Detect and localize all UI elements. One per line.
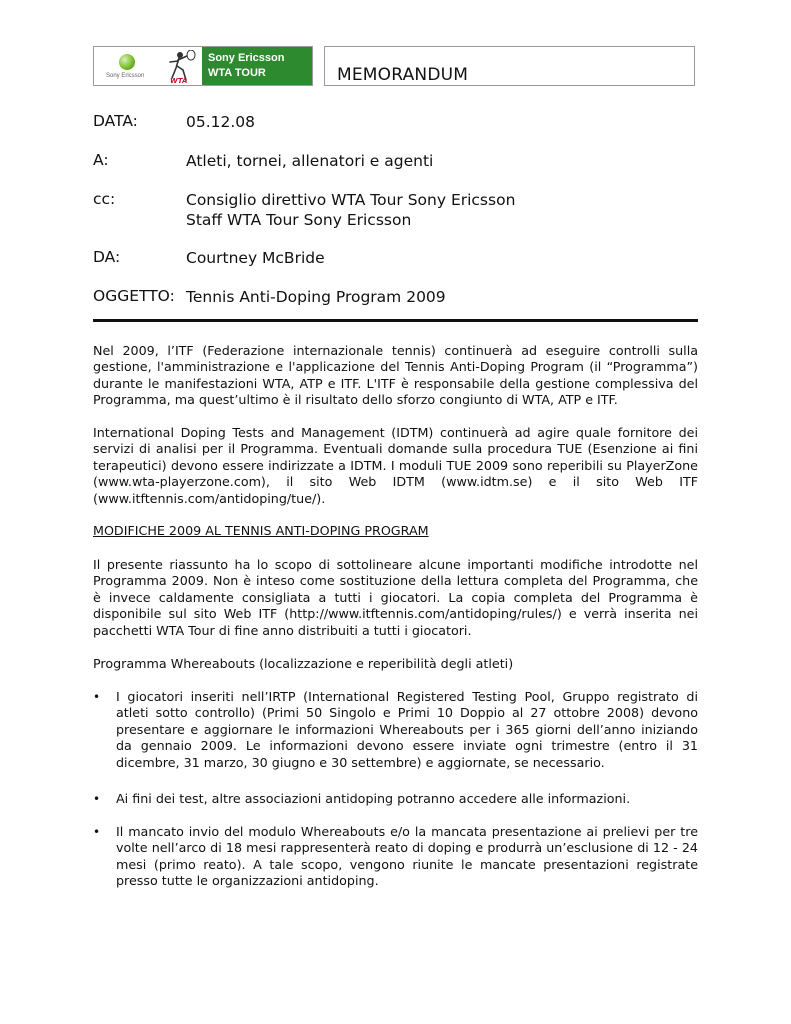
- wta-logo-text: WTA: [170, 77, 188, 84]
- list-item-text: Ai fini dei test, altre associazioni antidoping potranno accedere alle informazioni.: [116, 791, 631, 806]
- date-value: 05.12.08: [186, 113, 256, 131]
- cc-value-line2: Staff WTA Tour Sony Ericsson: [186, 211, 412, 229]
- subject-value: Tennis Anti-Doping Program 2009: [186, 288, 446, 306]
- paragraph-itf-intro: Nel 2009, l’ITF (Federazione internazionale tennis) continuerà ad eseguire controlli sulla gestione, l'amministrazione e l'applicazione del Tennis Anti-Doping Program (il “Programma”) durante le manifestazioni WTA, ATP e ITF. L'ITF è responsabile della gestione complessiva del Programma, ma quest’ultimo è il risultato dello sforzo congiunto di WTA, ATP e ITF.: [93, 343, 698, 408]
- cc-value-line1: Consiglio direttivo WTA Tour Sony Ericsson: [186, 191, 516, 209]
- bullet-icon: •: [93, 792, 101, 806]
- bullet-icon: •: [93, 690, 101, 704]
- list-item-text: I giocatori inseriti nell’IRTP (International Registered Testing Pool, Gruppo registrato di atleti sotto controllo) (Primi 50 Singolo e Primi 10 Doppio al 27 ottobre 2008) devono presentare e aggiornare le informazioni Whereabouts per i 365 giorni dell’anno iniziando da gennaio 2009. Le informazioni devono essere inviate ogni trimestre (entro il 31 dicembre, 31 marzo, 30 giugno e 30 settembre) e aggiornate, se necessario.: [116, 689, 698, 770]
- logo-brand-band: [202, 47, 312, 85]
- list-item: [93, 791, 698, 807]
- paragraph-summary: Il presente riassunto ha lo scopo di sottolineare alcune importanti modifiche introdotte nel Programma 2009. Non è inteso come sostituzione della lettura completa del Programma, che è invece caldamente consigliata a tutti i giocatori. La copia completa del Programma è disponibile sul sito Web ITF (http://www.itftennis.com/antidoping/rules/) e verrà inserita nei pacchetti WTA Tour di fine anno distribuiti a tutti i giocatori.: [93, 557, 698, 638]
- sony-ericsson-logo-text: Sony Ericsson: [106, 73, 145, 79]
- date-label: DATA:: [93, 112, 138, 130]
- list-item: [93, 824, 698, 890]
- logo-brand-line1: Sony Ericsson: [208, 52, 285, 64]
- memorandum-title: MEMORANDUM: [337, 65, 469, 85]
- paragraph-idtm: International Doping Tests and Management (IDTM) continuerà ad agire quale fornitore dei servizi di analisi per il Programma. Eventuali domande sulla procedura TUE (Esenzione ai fini terapeutici) devono essere indirizzate a IDTM. I moduli TUE 2009 sono reperibili su PlayerZone (www.wta-playerzone.com), il sito Web IDTM (www.idtm.se) e il sito Web ITF (www.itftennis.com/antidoping/tue/).: [93, 425, 698, 506]
- subsection-title-whereabouts: Programma Whereabouts (localizzazione e reperibilità degli atleti): [93, 656, 514, 671]
- sony-ericsson-sphere-icon: [119, 54, 135, 70]
- logo-brand-line2: WTA TOUR: [208, 67, 266, 79]
- section-title-modifiche: MODIFICHE 2009 AL TENNIS ANTI-DOPING PROGRAM: [93, 523, 429, 538]
- sony-ericsson-emblem: [106, 54, 158, 84]
- from-value: Courtney McBride: [186, 249, 325, 267]
- sony-ericsson-wta-tour-logo: [93, 46, 313, 86]
- header-divider: [93, 319, 698, 322]
- from-label: DA:: [93, 248, 121, 266]
- to-label: A:: [93, 151, 109, 169]
- bullet-icon: •: [93, 825, 101, 839]
- to-value: Atleti, tornei, allenatori e agenti: [186, 152, 434, 170]
- list-item: [93, 689, 698, 771]
- memorandum-title-box: [324, 46, 695, 86]
- list-item-text: Il mancato invio del modulo Whereabouts e/o la mancata presentazione ai prelievi per tre volte nell’arco di 18 mesi rappresenterà reato di doping e produrrà un’esclusione di 12 - 24 mesi (primo reato). A tale scopo, vengono riunite le mancate presentazioni registrate presso tutte le organizzazioni antidoping.: [116, 824, 698, 889]
- wta-player-silhouette-icon: [160, 50, 204, 84]
- cc-label: cc:: [93, 190, 116, 208]
- subject-label: OGGETTO:: [93, 287, 175, 305]
